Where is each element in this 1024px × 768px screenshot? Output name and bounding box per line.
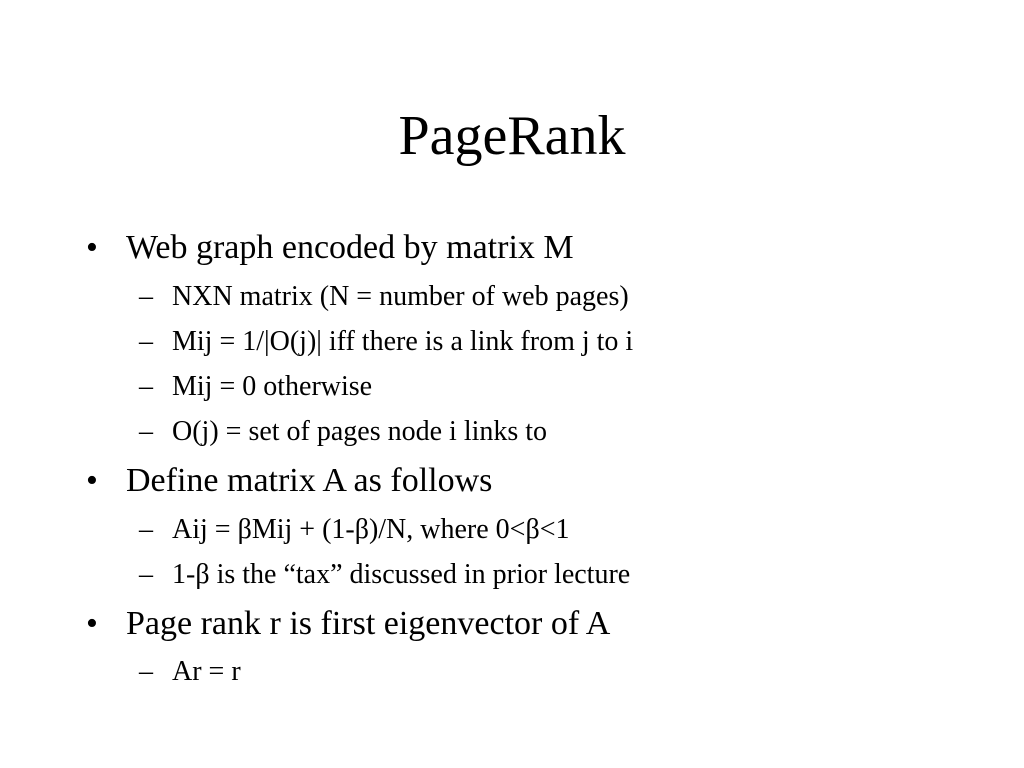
bullet-text: Page rank r is first eigenvector of A xyxy=(126,605,611,642)
sub-bullet-marker: – xyxy=(139,371,153,402)
bullet-marker: • xyxy=(86,605,98,642)
sub-bullet-text: Aij = βMij + (1-β)/N, where 0<β<1 xyxy=(172,514,570,545)
sub-bullet-marker: – xyxy=(139,559,153,590)
bullet-text: Web graph encoded by matrix M xyxy=(126,229,574,266)
sub-bullet-text: O(j) = set of pages node i links to xyxy=(172,416,548,447)
sub-bullet-text: Mij = 1/|O(j)| iff there is a link from j to i xyxy=(172,326,634,357)
slide-title: PageRank xyxy=(398,105,626,167)
sub-bullet-marker: – xyxy=(139,326,153,357)
sub-bullet-marker: – xyxy=(139,416,153,447)
bullet-marker: • xyxy=(86,462,98,499)
sub-bullet-marker: – xyxy=(139,514,153,545)
bullet-marker: • xyxy=(86,229,98,266)
sub-bullet-marker: – xyxy=(139,281,153,312)
sub-bullet-text: Ar = r xyxy=(172,656,241,687)
sub-bullet-text: Mij = 0 otherwise xyxy=(172,371,373,402)
sub-bullet-marker: – xyxy=(139,656,153,687)
sub-bullet-text: 1-β is the “tax” discussed in prior lecture xyxy=(172,559,631,590)
sub-bullet-text: NXN matrix (N = number of web pages) xyxy=(172,281,629,312)
bullet-text: Define matrix A as follows xyxy=(126,462,493,499)
